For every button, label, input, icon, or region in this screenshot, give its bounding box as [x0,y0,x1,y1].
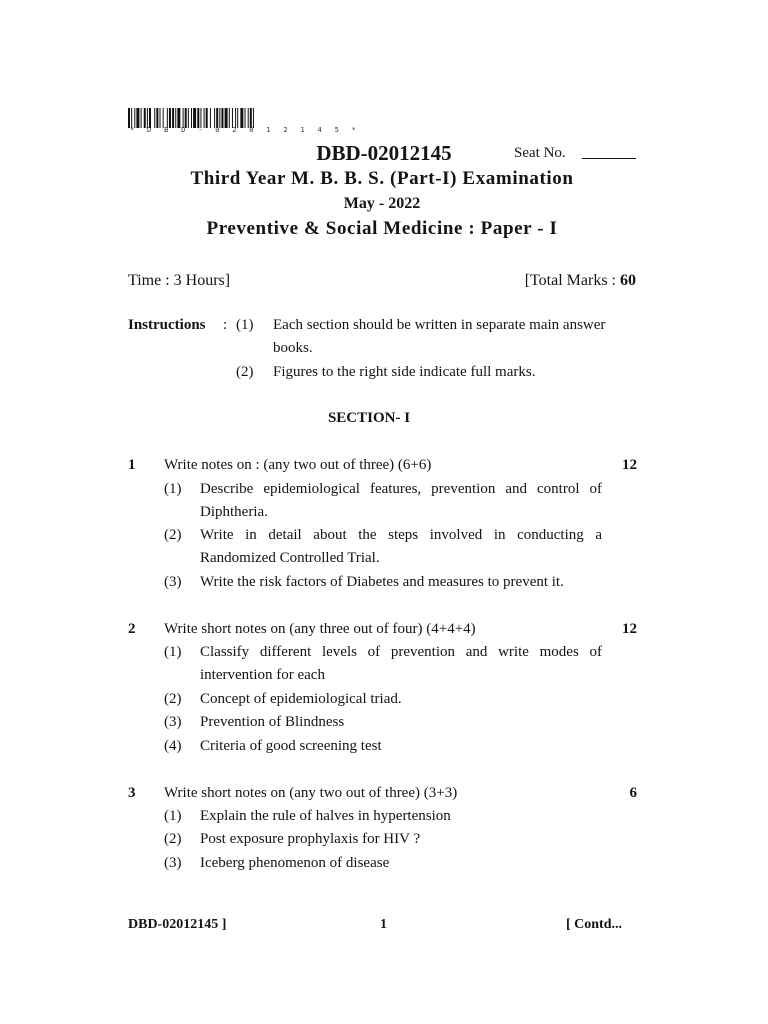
barcode-bar [175,108,176,128]
barcode-bar [240,108,243,128]
exam-title: Third Year M. B. B. S. (Part-I) Examination [190,168,574,189]
subquestion-text: Criteria of good screening test [200,738,382,754]
question-text: Write short notes on (any two out of three) (3+3) [164,785,458,801]
barcode-bar [232,108,233,128]
barcode-digit: D [181,126,186,134]
barcode-bar [147,108,148,128]
barcode-bar [210,108,211,128]
subquestion-text: Iceberg phenomenon of disease [200,855,390,871]
instruction-number: (2) [236,364,254,380]
footer-paper-code: DBD-02012145 ] [128,917,227,932]
barcode-bar [154,108,155,128]
subquestion-text: Prevention of Blindness [200,714,345,730]
barcode-bar [128,108,130,128]
instructions-colon: : [223,317,228,333]
barcode-digit: 4 [317,126,322,134]
barcode-bar [245,108,246,128]
subquestion-text: Post exposure prophylaxis for HIV ? [200,831,421,847]
barcode-bar [183,108,184,128]
barcode-bar [136,108,139,128]
barcode-digit: 2 [232,126,237,134]
barcode-bar [250,108,252,128]
barcode-bar [188,108,189,128]
barcode-digits [130,126,356,134]
barcode-bar [197,108,199,128]
seat-number-label: Seat No. [514,145,566,161]
barcode-digit: B [164,126,169,134]
barcode-bar [200,108,201,128]
section-title: SECTION- I [327,410,411,426]
seat-number-field[interactable] [582,158,636,159]
subquestion-text: Explain the rule of halves in hypertension [200,808,451,824]
barcode-bar [163,108,164,128]
subquestion-number: (1) [164,644,182,660]
question-text: Write short notes on (any three out of four) (4+4+4) [164,621,476,637]
barcode-bar [156,108,158,128]
barcode-bar [144,108,146,128]
total-marks-value: 60 [620,272,636,289]
question-marks: 12 [622,621,637,637]
subquestion-number: (2) [164,527,182,543]
barcode-bar [253,108,254,128]
barcode-bar [193,108,196,128]
subquestion-number: (4) [164,738,182,754]
question-text: Write notes on : (any two out of three) (6+6) [164,457,432,473]
question-marks: 12 [622,457,637,473]
subject-title: Preventive & Social Medicine : Paper - I [206,218,558,239]
barcode-bar [167,108,168,128]
barcode-bar [229,108,230,128]
instruction-number: (1) [236,317,254,333]
barcode-digit: 1 [300,126,305,134]
subquestion-number: (1) [164,808,182,824]
barcode-digit: 0 [249,126,254,134]
barcode-digit: 0 [215,126,220,134]
subquestion-text: Classify different levels of prevention and write modes of intervention for each [200,644,602,683]
barcode-bar [206,108,208,128]
barcode-bar [204,108,205,128]
instruction-text: Each section should be written in separate main answer books. [273,317,606,356]
barcode-digit: * [351,126,356,134]
barcode-bar [160,108,161,128]
barcode-digit: D [147,126,152,134]
barcode-bar [219,108,220,128]
barcode-digit: 1 [266,126,271,134]
barcode-bar [141,108,142,128]
barcode-bar [134,108,135,128]
subquestion-text: Write the risk factors of Diabetes and measures to prevent it. [200,574,564,590]
question-number: 1 [128,457,136,473]
subquestion-number: (3) [164,855,182,871]
barcode-bar [191,108,192,128]
instruction-text: Figures to the right side indicate full marks. [273,364,536,380]
subquestion-text: Write in detail about the steps involved in conducting a Randomized Controlled Trial. [200,527,602,566]
subquestion-text: Describe epidemiological features, prevention and control of Diphtheria. [200,481,602,520]
barcode-bar [177,108,180,128]
subquestion-number: (3) [164,574,182,590]
question-number: 3 [128,785,136,801]
barcode-bar [235,108,236,128]
instructions-label: Instructions [128,317,206,333]
barcode-image [128,108,358,128]
question-marks: 6 [629,785,637,801]
barcode-bar [131,108,132,128]
subquestion-number: (2) [164,691,182,707]
barcode-bar [214,108,215,128]
subquestion-number: (3) [164,714,182,730]
barcode-bar [237,108,238,128]
barcode-bar [169,108,171,128]
barcode-digit: * [130,126,135,134]
barcode-bar [248,108,249,128]
question-number: 2 [128,621,136,637]
total-marks [525,272,636,290]
subquestion-text: Concept of epidemiological triad. [200,691,402,707]
barcode-digit: 2 [283,126,288,134]
page-number: 1 [380,917,387,932]
barcode-digit: 5 [334,126,339,134]
barcode-bar [221,108,223,128]
time-allowed: Time : 3 Hours] [128,272,231,289]
barcode-bar [225,108,228,128]
total-marks-label: [Total Marks : [524,272,620,289]
barcode-bar [216,108,218,128]
barcode-bar [149,108,151,128]
barcode-bar [172,108,174,128]
subquestion-number: (1) [164,481,182,497]
barcode-bar [185,108,187,128]
exam-date: May - 2022 [343,195,421,212]
barcode-digit: - [198,126,203,134]
paper-code: DBD-02012145 [316,141,452,165]
subquestion-number: (2) [164,831,182,847]
continued-marker: [ Contd... [566,917,623,932]
